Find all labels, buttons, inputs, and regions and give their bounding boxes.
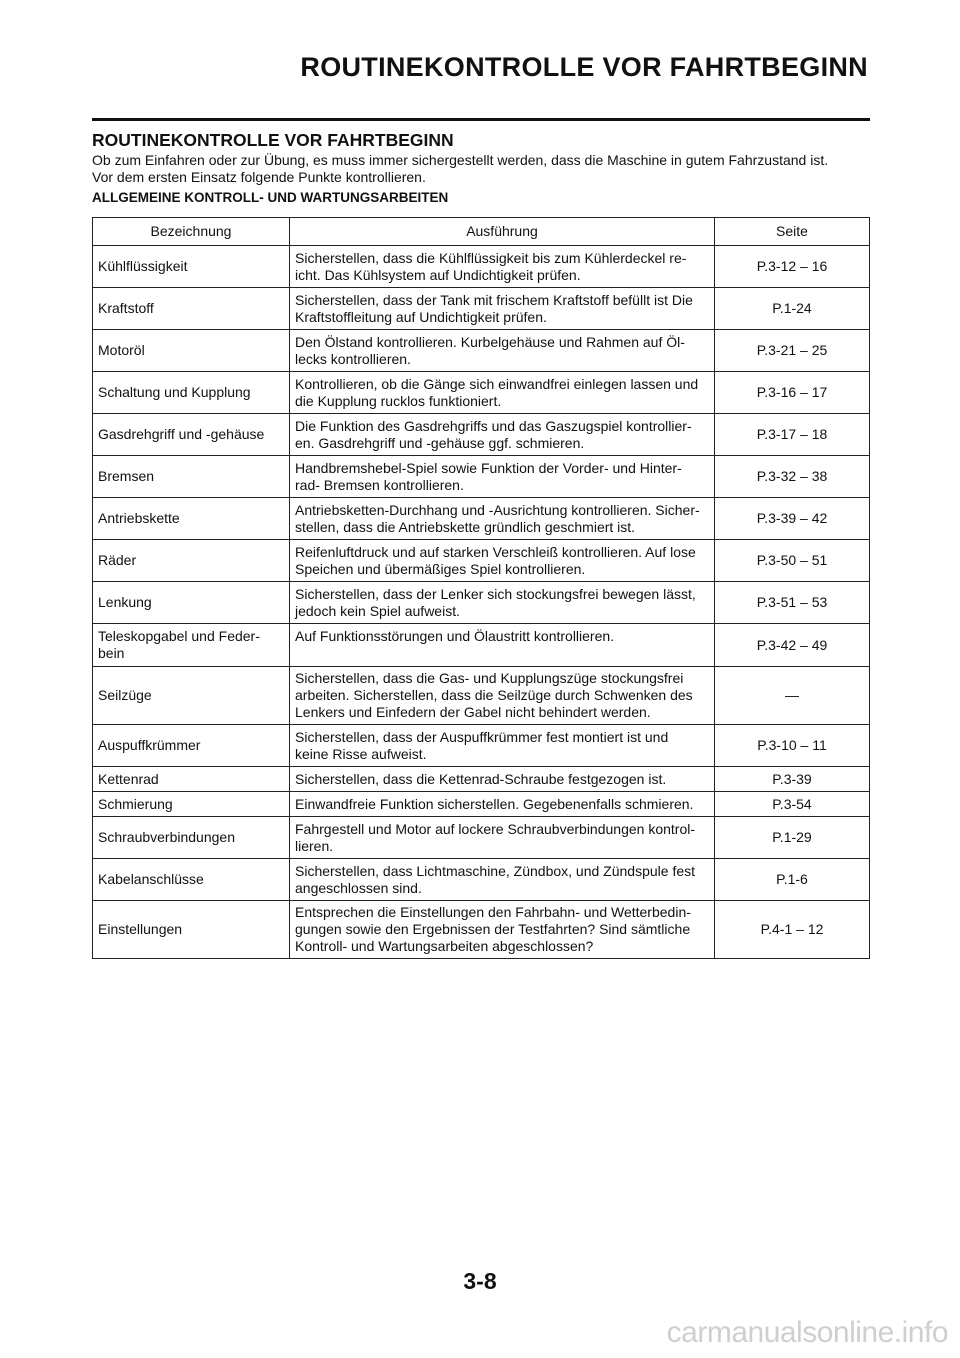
row-description (290, 414, 715, 456)
description-line: keine Risse aufweist. (295, 745, 427, 762)
row-name: Schraubverbindungen (93, 817, 290, 859)
row-page: P.3-32 – 38 (715, 456, 870, 498)
row-description (290, 246, 715, 288)
description-line: Sicherstellen, dass der Tank mit frischem Kraftstoff befüllt ist Die (295, 291, 693, 308)
description-line: Sicherstellen, dass die Gas- und Kupplungszüge stockungsfrei (295, 670, 684, 686)
description-line: angeschlossen sind. (295, 879, 422, 896)
description-line: icht. Das Kühlsystem auf Undichtigkeit prüfen. (295, 266, 581, 283)
description-line: Sicherstellen, dass die Kühlflüssigkeit bis zum Kühlerdeckel re- (295, 249, 687, 266)
row-description (290, 901, 715, 959)
row-page: P.3-51 – 53 (715, 582, 870, 624)
intro-line: Ob zum Einfahren oder zur Übung, es muss immer sichergestellt werden, dass die Maschine in gutem Fahrzustand ist. (92, 152, 829, 168)
row-page: P.3-39 – 42 (715, 498, 870, 540)
row-name: Kühlflüssigkeit (93, 246, 290, 288)
description-line: Antriebsketten-Durchhang und -Ausrichtung kontrollieren. Sicher- (295, 501, 700, 518)
table-row (93, 859, 870, 901)
description-line: Handbremshebel-Spiel sowie Funktion der Vorder- und Hinter- (295, 459, 682, 476)
table-row (93, 767, 870, 792)
description-line: Die Funktion des Gasdrehgriffs und das Gaszugspiel kontrollier- (295, 417, 692, 434)
row-description (290, 330, 715, 372)
row-page: P.3-54 (715, 792, 870, 817)
table-row (93, 624, 870, 667)
table-row (93, 330, 870, 372)
row-description (290, 817, 715, 859)
row-name: Seilzüge (93, 667, 290, 725)
description-line: Fahrgestell und Motor auf lockere Schraubverbindungen kontrol- (295, 820, 696, 837)
description-line: Entsprechen die Einstellungen den Fahrbahn- und Wetterbedin- (295, 904, 691, 920)
row-name: Antriebskette (93, 498, 290, 540)
row-name: Kettenrad (93, 767, 290, 792)
table-row (93, 288, 870, 330)
row-page: — (715, 667, 870, 725)
page-header-title: ROUTINEKONTROLLE VOR FAHRTBEGINN (300, 52, 868, 82)
row-name: Auspuffkrümmer (93, 725, 290, 767)
description-line: Sicherstellen, dass Lichtmaschine, Zündbox, und Zündspule fest (295, 862, 696, 879)
row-description (290, 288, 715, 330)
row-description (290, 859, 715, 901)
description-line: die Kupplung rucklos funktioniert. (295, 392, 502, 409)
description-line: rad- Bremsen kontrollieren. (295, 476, 464, 493)
description-line: en. Gasdrehgriff und -gehäuse ggf. schmieren. (295, 434, 585, 451)
row-description (290, 540, 715, 582)
description-line: Kontroll- und Wartungsarbeiten abgeschlossen? (295, 938, 594, 954)
table-row (93, 456, 870, 498)
watermark: carmanualsonline.info (666, 1316, 948, 1349)
row-description (290, 372, 715, 414)
header-rule (92, 118, 870, 121)
row-description (290, 582, 715, 624)
description-line: lieren. (295, 837, 334, 854)
name-line: Teleskopgabel und Feder- (98, 628, 260, 644)
header-bezeichnung: Bezeichnung (93, 218, 290, 246)
description-line: Auf Funktionsstörungen und Ölaustritt kontrollieren. (295, 628, 615, 644)
table-row (93, 901, 870, 959)
table-row (93, 540, 870, 582)
description-line: lecks kontrollieren. (295, 350, 411, 367)
description-line: Speichen und übermäßiges Spiel kontrollieren. (295, 560, 586, 577)
name-line: bein (98, 645, 125, 661)
intro-text (92, 152, 872, 186)
row-name: Schmierung (93, 792, 290, 817)
row-name: Bremsen (93, 456, 290, 498)
header-seite: Seite (715, 218, 870, 246)
row-description (290, 624, 715, 667)
description-line: Kontrollieren, ob die Gänge sich einwandfrei einlegen lassen und (295, 375, 699, 392)
row-name: Schaltung und Kupplung (93, 372, 290, 414)
section-title: ROUTINEKONTROLLE VOR FAHRTBEGINN (92, 130, 454, 150)
row-page: P.3-42 – 49 (715, 624, 870, 667)
description-line: jedoch kein Spiel aufweist. (295, 602, 460, 619)
row-page: P.3-17 – 18 (715, 414, 870, 456)
description-line: Sicherstellen, dass die Kettenrad-Schraube festgezogen ist. (295, 770, 667, 787)
header-ausfuehrung: Ausführung (290, 218, 715, 246)
page-number: 3-8 (463, 1268, 497, 1294)
row-name: Lenkung (93, 582, 290, 624)
row-description (290, 767, 715, 792)
table-row (93, 414, 870, 456)
description-line: stellen, dass die Antriebskette gründlich geschmiert ist. (295, 518, 636, 535)
table-row (93, 817, 870, 859)
table-row (93, 372, 870, 414)
row-name (93, 624, 290, 667)
row-name: Gasdrehgriff und -gehäuse (93, 414, 290, 456)
row-page: P.1-29 (715, 817, 870, 859)
description-line: arbeiten. Sicherstellen, dass die Seilzüge durch Schwenken des (295, 687, 693, 703)
table-row (93, 725, 870, 767)
row-description (290, 667, 715, 725)
table-row (93, 498, 870, 540)
table-row (93, 246, 870, 288)
row-name: Einstellungen (93, 901, 290, 959)
subheading: ALLGEMEINE KONTROLL- UND WARTUNGSARBEITEN (92, 190, 449, 205)
table-row (93, 582, 870, 624)
description-line: Sicherstellen, dass der Auspuffkrümmer fest montiert ist und (295, 728, 669, 745)
description-line: Einwandfreie Funktion sicherstellen. Gegebenenfalls schmieren. (295, 795, 694, 812)
row-page: P.3-39 (715, 767, 870, 792)
checks-table (92, 217, 870, 959)
row-page: P.3-50 – 51 (715, 540, 870, 582)
row-description (290, 498, 715, 540)
description-line: Den Ölstand kontrollieren. Kurbelgehäuse und Rahmen auf Öl- (295, 333, 685, 350)
row-page: P.3-21 – 25 (715, 330, 870, 372)
row-description (290, 456, 715, 498)
row-name: Räder (93, 540, 290, 582)
row-name: Motoröl (93, 330, 290, 372)
description-line: Lenkers und Einfedern der Gabel nicht behindert werden. (295, 704, 651, 720)
intro-line: Vor dem ersten Einsatz folgende Punkte kontrollieren. (92, 169, 426, 185)
table-row (93, 667, 870, 725)
row-page: P.3-10 – 11 (715, 725, 870, 767)
row-page: P.3-16 – 17 (715, 372, 870, 414)
row-page: P.3-12 – 16 (715, 246, 870, 288)
description-line: Kraftstoffleitung auf Undichtigkeit prüfen. (295, 308, 547, 325)
row-name: Kraftstoff (93, 288, 290, 330)
row-page: P.4-1 – 12 (715, 901, 870, 959)
table-header-row (93, 218, 870, 246)
row-page: P.1-24 (715, 288, 870, 330)
description-line: Reifenluftdruck und auf starken Verschleiß kontrollieren. Auf lose (295, 543, 696, 560)
row-name: Kabelanschlüsse (93, 859, 290, 901)
row-page: P.1-6 (715, 859, 870, 901)
description-line: Sicherstellen, dass der Lenker sich stockungsfrei bewegen lässt, (295, 585, 696, 602)
row-description (290, 792, 715, 817)
row-description (290, 725, 715, 767)
table-row (93, 792, 870, 817)
description-line: gungen sowie den Ergebnissen der Testfahrten? Sind sämtliche (295, 921, 691, 937)
